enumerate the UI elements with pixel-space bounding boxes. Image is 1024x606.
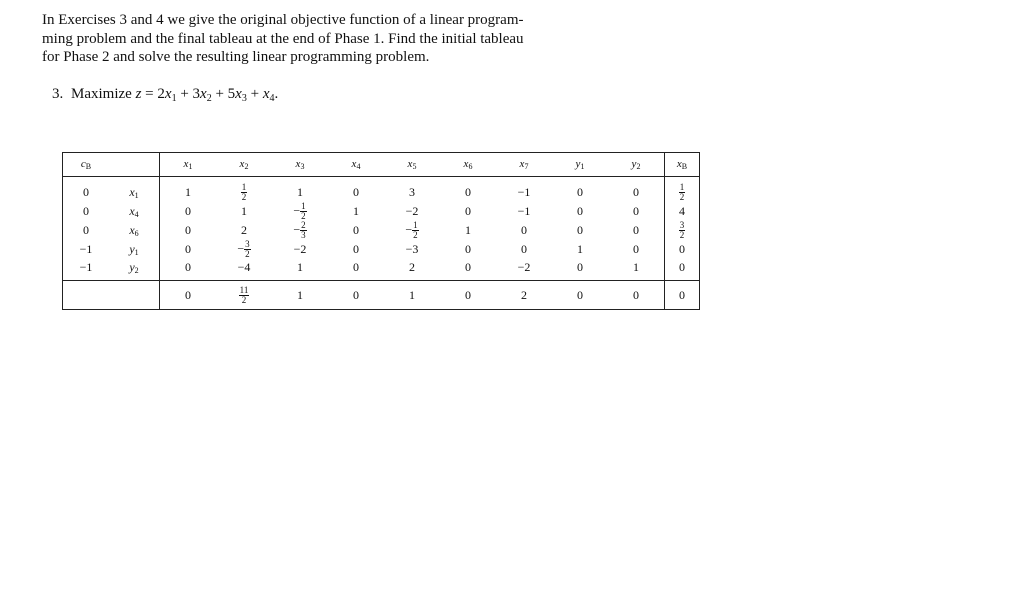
rhs-value: $\frac{1}{2}$ (665, 183, 700, 202)
table-row (63, 202, 700, 221)
objective-entry: 0 (608, 281, 665, 310)
tableau-entry: 0 (577, 185, 583, 199)
tableau-entry: −2 (405, 204, 419, 218)
cost-coefficient: 0 (83, 204, 89, 218)
tableau-entry: 0 (185, 204, 191, 218)
objective-entry: 1 (272, 281, 328, 310)
table-row (63, 221, 700, 240)
tableau-entry: 1 (185, 185, 191, 199)
tableau-entry: 1 (297, 185, 303, 199)
tableau-entry: − $\frac{3}{2}$ (237, 239, 250, 259)
column-header: $y_1$ (552, 153, 608, 177)
column-header: $y_2$ (608, 153, 665, 177)
objective-entry: 0 (160, 281, 217, 310)
tableau-entry: 0 (185, 260, 191, 274)
tableau-entry: 3 (409, 185, 415, 199)
exercise-verb: Maximize (71, 86, 132, 102)
tableau-entry: 0 (465, 185, 471, 199)
column-header: $x_1$ (160, 153, 217, 177)
basic-variable: $y_2$ (109, 259, 160, 281)
tableau-entry: −1 (517, 204, 531, 218)
tableau-entry: 0 (465, 260, 471, 274)
tableau-entry: −3 (405, 242, 419, 256)
rhs-value: 0 (665, 259, 700, 281)
objective-row (63, 281, 700, 310)
column-header: $x_6$ (440, 153, 496, 177)
tableau-entry: 1 (465, 223, 471, 237)
objective-entry: 2 (496, 281, 552, 310)
instruction-line: for Phase 2 and solve the resulting linear programming problem. (42, 49, 430, 65)
objective-entry: 0 (328, 281, 384, 310)
column-header: $x_B$ (665, 153, 700, 177)
tableau-entry: 0 (633, 242, 639, 256)
basic-variable: $x_4$ (109, 202, 160, 221)
tableau-entry: − $\frac{1}{2}$ (293, 201, 306, 221)
objective-entry: 0 (552, 281, 608, 310)
rhs-value: $\frac{3}{2}$ (665, 221, 700, 240)
tableau-entry: −1 (517, 185, 531, 199)
cost-coefficient: 0 (83, 185, 89, 199)
instruction-line: In Exercises 3 and 4 we give the original objective function of a linear program- (42, 12, 524, 28)
basic-variable: $x_6$ (109, 221, 160, 240)
cost-coefficient: 0 (83, 223, 89, 237)
tableau-entry: −2 (517, 260, 531, 274)
tableau-entry: 1 (633, 260, 639, 274)
objective-empty (63, 281, 110, 310)
tableau-entry: 0 (185, 242, 191, 256)
column-header: $x_7$ (496, 153, 552, 177)
tableau-entry: 0 (577, 260, 583, 274)
column-header: $c_B$ (63, 153, 110, 177)
tableau-entry: 0 (521, 242, 527, 256)
exercise-3-statement (52, 86, 278, 104)
tableau-entry: $\frac{1}{2}$ (241, 182, 247, 202)
table-row (63, 240, 700, 259)
objective-function: $z = 2x_1 + 3x_2 + 5x_3 + x_4$. (135, 86, 279, 104)
tableau-entry: −2 (293, 242, 307, 256)
objective-empty (109, 281, 160, 310)
tableau-entry: 0 (633, 185, 639, 199)
exercise-instructions (42, 11, 662, 67)
tableau-entry: 1 (353, 204, 359, 218)
tableau-entry: 0 (353, 185, 359, 199)
cost-coefficient: −1 (79, 242, 93, 256)
basic-variable: $y_1$ (109, 240, 160, 259)
basic-variable: $x_1$ (109, 183, 160, 202)
tableau-entry: 0 (633, 204, 639, 218)
objective-entry: 0 (440, 281, 496, 310)
tableau-entry: 1 (577, 242, 583, 256)
table-row (63, 259, 700, 281)
objective-entry: $\frac{11}{2}$ (216, 281, 272, 310)
tableau-entry: − $\frac{2}{3}$ (293, 220, 306, 240)
instruction-line: ming problem and the final tableau at the end of Phase 1. Find the initial tableau (42, 30, 524, 47)
rhs-value: 4 (665, 202, 700, 221)
tableau-entry: 0 (577, 204, 583, 218)
rhs-value: 0 (665, 240, 700, 259)
tableau-entry: 0 (465, 204, 471, 218)
column-header: $x_4$ (328, 153, 384, 177)
tableau-entry: −4 (237, 260, 251, 274)
column-header: $x_3$ (272, 153, 328, 177)
column-header (109, 153, 160, 177)
cost-coefficient: −1 (79, 260, 93, 274)
tableau-entry: 1 (241, 204, 247, 218)
tableau-entry: 0 (633, 223, 639, 237)
tableau-entry: 0 (353, 260, 359, 274)
column-header: $x_5$ (384, 153, 440, 177)
tableau-entry: 0 (465, 242, 471, 256)
tableau-header-row (63, 153, 700, 177)
tableau-entry: 0 (353, 242, 359, 256)
table-row (63, 183, 700, 202)
tableau-entry: 1 (297, 260, 303, 274)
tableau-entry: 0 (521, 223, 527, 237)
tableau-entry: 0 (185, 223, 191, 237)
exercise-number: 3. (52, 86, 64, 102)
tableau-entry: 0 (577, 223, 583, 237)
tableau-entry: 2 (409, 260, 415, 274)
tableau-entry: 2 (241, 223, 247, 237)
phase1-final-tableau (62, 152, 700, 310)
tableau-entry: − $\frac{1}{2}$ (405, 220, 418, 240)
objective-rhs: 0 (665, 281, 700, 310)
column-header: $x_2$ (216, 153, 272, 177)
tableau-entry: 0 (353, 223, 359, 237)
objective-entry: 1 (384, 281, 440, 310)
